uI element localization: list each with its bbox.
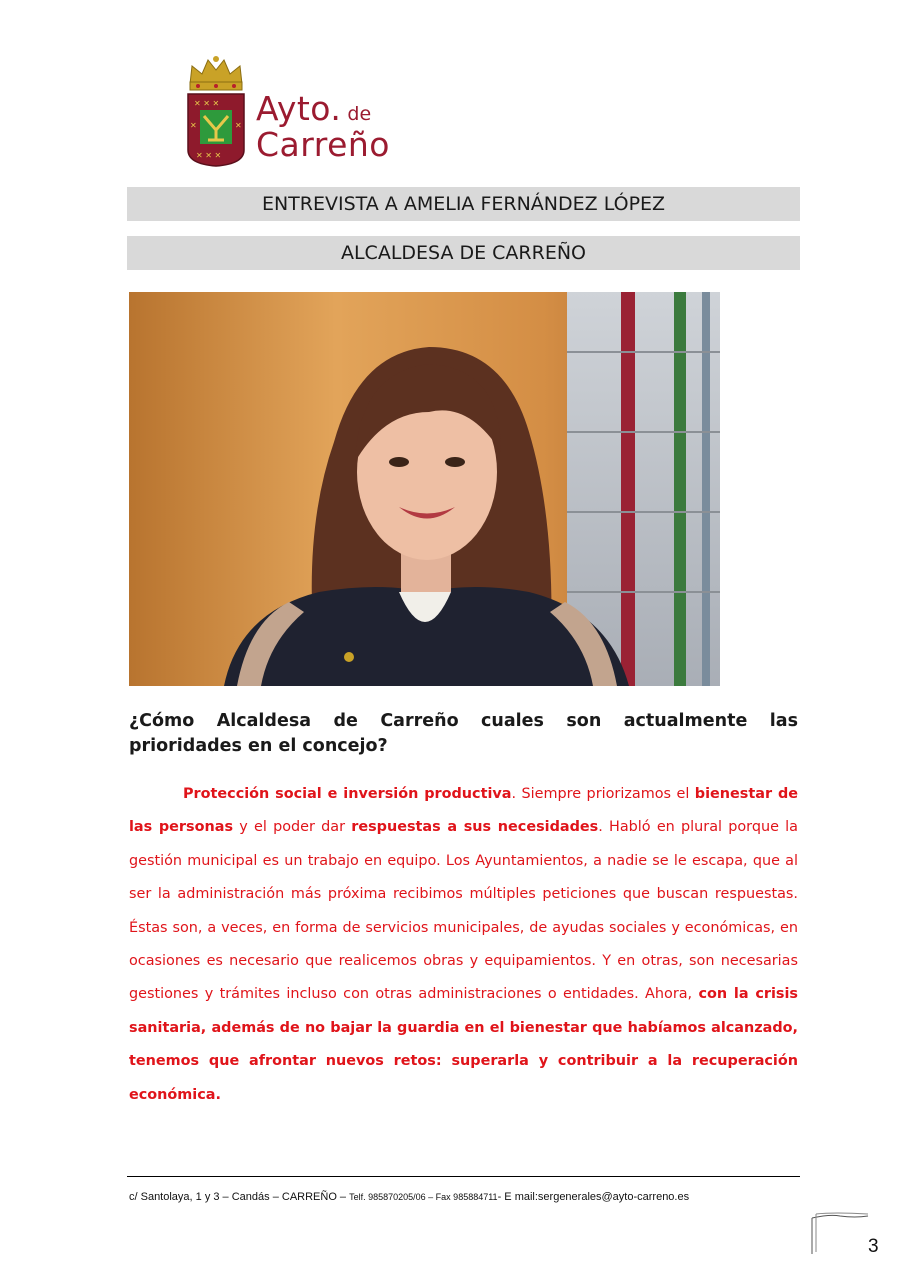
answer-text-2: y el poder dar [233, 819, 352, 836]
logo-de: de [347, 103, 372, 125]
answer-bold-1: Protección social e inversión productiva [183, 786, 512, 802]
logo-ayto: Ayto. [256, 89, 342, 128]
answer-bold-2: bienestar de las personas [129, 786, 798, 836]
footer-email: - E mail:sergenerales@ayto-carreno.es [497, 1191, 690, 1203]
title-line-2: ALCALDESA DE CARREÑO [127, 236, 800, 270]
footer-address [129, 1191, 689, 1203]
answer-bold-4: con la crisis sanitaria, además de no bajar la guardia en el bienestar que habíamos alcanzado, tenemos que afrontar nuevos retos: superarla y contribuir a la recuperación económica. [129, 986, 798, 1103]
footer-divider [127, 1176, 800, 1177]
title-line-1: ENTREVISTA A AMELIA FERNÁNDEZ LÓPEZ [127, 187, 800, 221]
portrait-photo [129, 292, 720, 686]
interview-answer [129, 778, 798, 1112]
svg-text:✕ ✕ ✕: ✕ ✕ ✕ [196, 151, 222, 160]
coat-of-arms-icon [184, 54, 248, 168]
footer-street: c/ Santolaya, 1 y 3 – Candás – CARREÑO – [129, 1191, 350, 1203]
answer-text-3: . Habló en plural porque la gestión municipal es un trabajo en equipo. Los Ayuntamientos, a nadie se le escapa, que al ser la administración más próxima recibimos múltiples peticiones que buscan respuestas. Éstas son, a veces, en forma de servicios municipales, de ayudas sociales y económicas, en ocasiones es necesario que realicemos obras y equipamientos. Y en otras, son necesarias gestiones y trámites incluso con otras administraciones o entidades. Ahora, [129, 819, 799, 1003]
svg-text:✕: ✕ [235, 121, 242, 130]
page-corner-icon [810, 1212, 870, 1256]
footer-phones: Telf. 985870205/06 – Fax 985884711 [349, 1192, 498, 1202]
svg-text:✕ ✕ ✕: ✕ ✕ ✕ [194, 99, 220, 108]
page-number: 3 [868, 1236, 879, 1257]
interview-question: ¿Cómo Alcaldesa de Carreño cuales son actualmente las prioridades en el concejo? [129, 711, 798, 756]
answer-text-1: . Siempre priorizamos el [511, 786, 695, 802]
svg-text:✕: ✕ [190, 121, 197, 130]
logo-wordmark [256, 89, 391, 164]
answer-bold-3: respuestas a sus necesidades [351, 819, 599, 836]
logo-carreno: Carreño [256, 125, 391, 164]
ayuntamiento-logo [184, 54, 404, 172]
